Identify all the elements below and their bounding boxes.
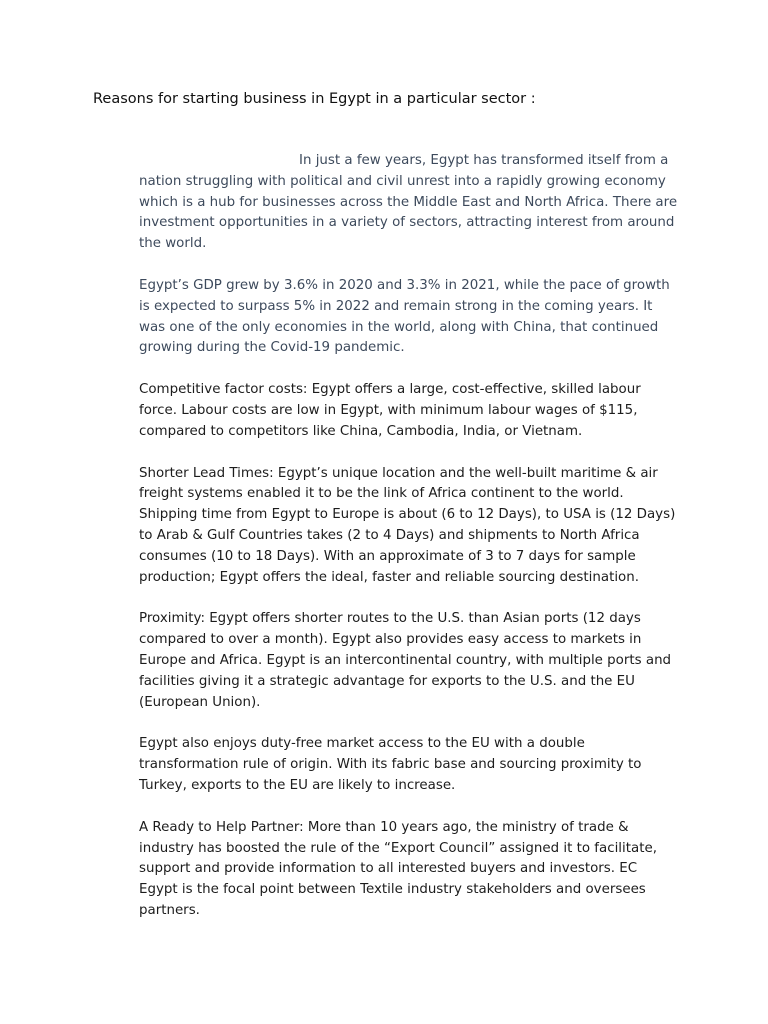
- paragraph-gdp-growth: Egypt’s GDP grew by 3.6% in 2020 and 3.3% in 2021, while the pace of growth is expected to surpass 5% in 2022 and remain strong in the coming years. It was one of the only economies in the world, along with China, that continued growing during the Covid-19 pandemic.: [139, 277, 670, 356]
- document-body: [139, 151, 679, 943]
- paragraph-lead-times: Shorter Lead Times: Egypt’s unique location and the well-built maritime & air freight systems enabled it to be the link of Africa continent to the world. Shipping time from Egypt to Europe is about (6 to 12 Days), to USA is (12 Days) to Arab & Gulf Countries takes (2 to 4 Days) and shipments to North Africa consumes (10 to 18 Days). With an approximate of 3 to 7 days for sample production; Egypt offers the ideal, faster and reliable sourcing destination.: [139, 465, 676, 585]
- paragraph-intro: In just a few years, Egypt has transformed itself from a nation struggling with political and civil unrest into a rapidly growing economy which is a hub for businesses across the Middle East and North Africa. There are investment opportunities in a variety of sectors, attracting interest from around the world.: [139, 153, 678, 252]
- paragraph-duty-free: Egypt also enjoys duty-free market access to the EU with a double transformation rule of origin. With its fabric base and sourcing proximity to Turkey, exports to the EU are likely to increase.: [139, 736, 642, 793]
- paragraph-factor-costs: Competitive factor costs: Egypt offers a large, cost-effective, skilled labour force. Labour costs are low in Egypt, with minimum labour wages of $115, compared to competitors like China, Cambodia, India, or Vietnam.: [139, 382, 641, 439]
- paragraph-proximity: Proximity: Egypt offers shorter routes to the U.S. than Asian ports (12 days compared to over a month). Egypt also provides easy access to markets in Europe and Africa. Egypt is an intercontinental country, with multiple ports and facilities giving it a strategic advantage for exports to the U.S. and the EU (European Union).: [139, 611, 672, 710]
- paragraph-ready-partner: A Ready to Help Partner: More than 10 years ago, the ministry of trade & industry has boosted the rule of the “Export Council” assigned it to facilitate, support and provide information to all interested buyers and investors. EC Egypt is the focal point between Textile industry stakeholders and oversees partners.: [139, 819, 657, 918]
- document-title: Reasons for starting business in Egypt in a particular sector :: [93, 91, 536, 107]
